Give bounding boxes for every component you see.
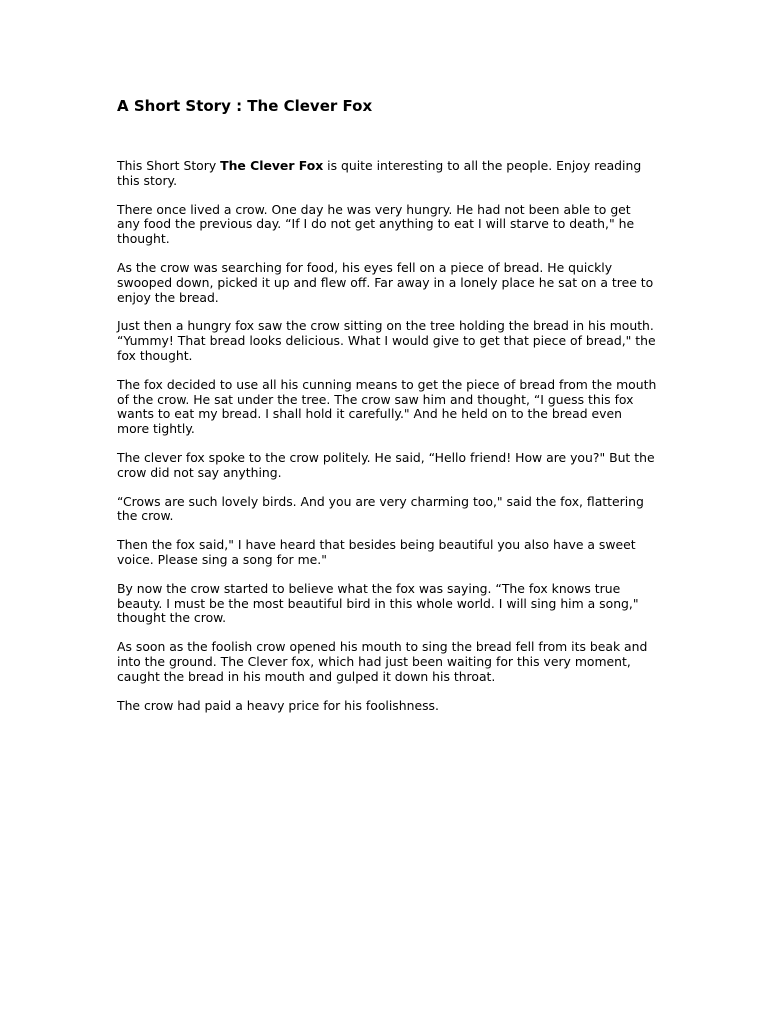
- story-paragraph-3: Just then a hungry fox saw the crow sitting on the tree holding the bread in his mouth. “Yummy! That bread looks delicious. What I would give to get that piece of bread," the fox thought.: [117, 318, 656, 363]
- intro-story-name: The Clever Fox: [220, 158, 324, 173]
- intro-paragraph: [117, 159, 657, 189]
- intro-text-after: is quite interesting to all the people. Enjoy reading this story.: [117, 158, 642, 188]
- document-page: [117, 96, 657, 727]
- page-title: A Short Story : The Clever Fox: [117, 97, 373, 115]
- story-paragraph-6: “Crows are such lovely birds. And you are very charming too," said the fox, flattering the crow.: [117, 493, 644, 524]
- story-paragraph-7: Then the fox said," I have heard that besides being beautiful you also have a sweet voice. Please sing a song for me.": [117, 537, 636, 567]
- story-paragraph-4: The fox decided to use all his cunning means to get the piece of bread from the mouth of the crow. He sat under the tree. The crow saw him and thought, “I guess this fox wants to eat my bread. I shall hold it carefully." And he held on to the bread even more tightly.: [117, 376, 657, 437]
- intro-text-before: This Short Story: [117, 158, 221, 173]
- story-paragraph-10: The crow had paid a heavy price for his foolishness.: [117, 697, 439, 713]
- story-paragraph-8: By now the crow started to believe what the fox was saying. “The fox knows true beauty. I must be the most beautiful bird in this whole world. I will sing him a song," thought the crow.: [117, 580, 639, 626]
- story-paragraph-5: The clever fox spoke to the crow politely. He said, “Hello friend! How are you?" But the crow did not say anything.: [117, 449, 655, 480]
- story-paragraph-1: There once lived a crow. One day he was very hungry. He had not been able to get any food the previous day. “If I do not get anything to eat I will starve to death," he thought.: [117, 201, 635, 247]
- story-paragraph-9: As soon as the foolish crow opened his mouth to sing the bread fell from its beak and into the ground. The Clever fox, which had just been waiting for this very moment, caught the bread in his mouth and gulped it down his throat.: [117, 639, 648, 684]
- story-paragraph-2: As the crow was searching for food, his eyes fell on a piece of bread. He quickly swooped down, picked it up and flew off. Far away in a lonely place he sat on a tree to enjoy the bread.: [117, 259, 654, 305]
